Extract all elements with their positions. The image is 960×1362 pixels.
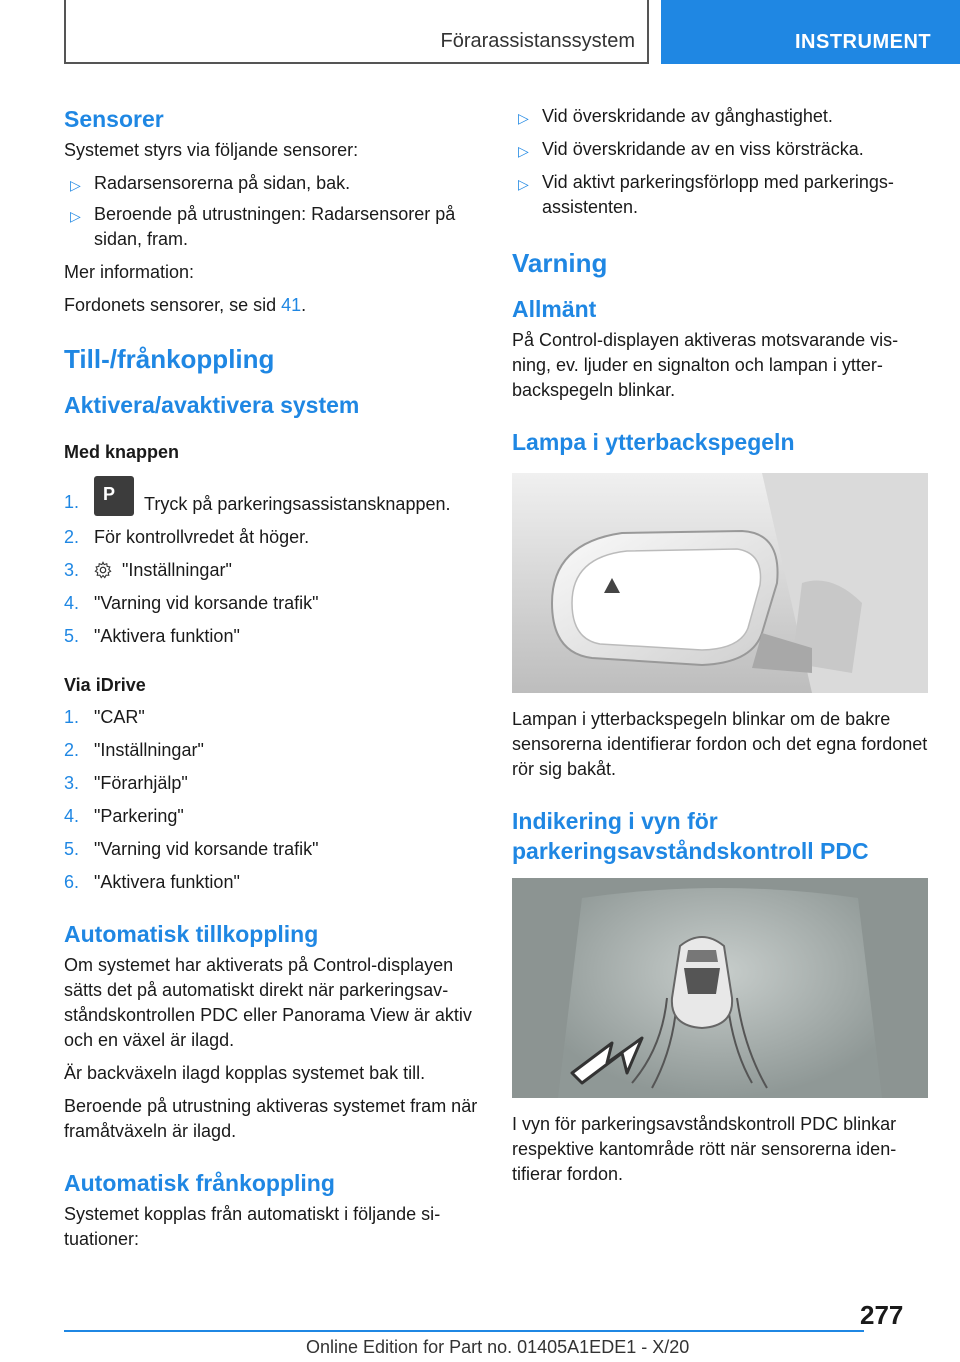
triangle-bullet-icon: ▷ bbox=[70, 208, 81, 224]
step-item: 3. "Förarhjälp" bbox=[64, 773, 188, 793]
mirror-lamp-image bbox=[512, 473, 928, 693]
step-item: 1. P Tryck på parkeringsassistansknappen. bbox=[64, 476, 478, 517]
pdc-illustration bbox=[512, 878, 928, 1098]
heading-lampa-ytterbackspegeln: Lampa i ytterbackspegeln bbox=[512, 429, 795, 455]
step-item: 3. "Inställningar" bbox=[64, 560, 232, 580]
paragraph: På Control-displayen aktiveras motsvarande visning, ev. ljuder en signalton och lampan i ytterbackspegeln blinkar. bbox=[512, 330, 899, 400]
triangle-bullet-icon: ▷ bbox=[518, 143, 529, 159]
triangle-bullet-icon: ▷ bbox=[70, 177, 81, 193]
section-title: Förarassistanssystem bbox=[440, 30, 635, 52]
sensor-reference: Fordonets sensorer, se sid 41. bbox=[64, 295, 307, 315]
triangle-bullet-icon: ▷ bbox=[518, 176, 529, 192]
right-column bbox=[512, 98, 928, 1187]
triangle-bullet-icon: ▷ bbox=[518, 110, 529, 126]
bullet-item: ▷ Beroende på utrustningen: Radarsensorer på sidan, fram. bbox=[70, 204, 456, 249]
chapter-title: INSTRUMENT bbox=[795, 31, 932, 53]
paragraph: Om systemet har aktiverats på Control-displayen sätts det på automatiskt direkt när parkeringsavståndskontrollen PDC eller Panorama View är aktiv och en växel är ilagd. bbox=[64, 955, 472, 1050]
bullet-item: ▷ Vid aktivt parkeringsförlopp med parkeringsassistenten. bbox=[518, 172, 894, 217]
header-section-box bbox=[64, 0, 649, 64]
heading-allmant: Allmänt bbox=[512, 296, 597, 322]
step-item: 5. "Aktivera funktion" bbox=[64, 626, 240, 646]
step-item: 2. "Inställningar" bbox=[64, 740, 204, 760]
heading-varning: Varning bbox=[512, 248, 608, 278]
heading-via-idrive: Via iDrive bbox=[64, 675, 146, 695]
more-info-label: Mer information: bbox=[64, 262, 195, 282]
header-chapter-tab[interactable] bbox=[661, 0, 960, 64]
paragraph: Är backväxeln ilagd kopplas systemet bak till. bbox=[64, 1063, 426, 1083]
heading-indikering-pdc: Indikering i vyn för parkeringsavståndskontroll PDC bbox=[512, 808, 869, 864]
image-caption: Lampan i ytterbackspegeln blinkar om de bakre sensorerna identifierar fordon och det egna fordonet rör sig bakåt. bbox=[512, 709, 928, 779]
step-item: 4. "Varning vid korsande trafik" bbox=[64, 593, 319, 613]
image-caption: I vyn för parkeringsavståndskontroll PDC blinkar respektive kantområde rött när sensorerna identifierar fordon. bbox=[512, 1114, 897, 1184]
mirror-illustration bbox=[512, 473, 928, 693]
paragraph: Systemet kopplas från automatiskt i följande situationer: bbox=[64, 1204, 441, 1249]
step-item: 6. "Aktivera funktion" bbox=[64, 872, 240, 892]
page-link[interactable]: 41 bbox=[281, 295, 302, 315]
bullet-item: ▷ Radarsensorerna på sidan, bak. bbox=[64, 171, 478, 196]
footer-divider bbox=[64, 1330, 864, 1332]
step-item: 4. "Parkering" bbox=[64, 806, 184, 826]
heading-sensorer: Sensorer bbox=[64, 106, 164, 132]
heading-med-knappen: Med knappen bbox=[64, 442, 180, 462]
bullet-item: ▷ Vid överskridande av gånghastighet. bbox=[512, 104, 928, 129]
sensorer-intro: Systemet styrs via följande sensorer: bbox=[64, 140, 359, 160]
page-number: 277 bbox=[860, 1300, 904, 1330]
heading-automatisk-frankoppling: Automatisk frånkoppling bbox=[64, 1170, 335, 1196]
gear-icon bbox=[94, 561, 112, 579]
step-item: 2. För kontrollvredet åt höger. bbox=[64, 527, 310, 547]
step-item: 5. "Varning vid korsande trafik" bbox=[64, 839, 319, 859]
edition-info: Online Edition for Part no. 01405A1EDE1 - X/20 bbox=[306, 1337, 690, 1357]
bullet-item: ▷ Vid överskridande av en viss körsträcka. bbox=[512, 137, 928, 162]
heading-till-frankoppling: Till-/frånkoppling bbox=[64, 344, 275, 374]
heading-aktivera-system: Aktivera/avaktivera system bbox=[64, 392, 360, 418]
left-column bbox=[64, 98, 478, 1252]
parking-assist-button-icon: P bbox=[94, 476, 134, 516]
pdc-view-image bbox=[512, 878, 928, 1098]
heading-automatisk-tillkoppling: Automatisk tillkoppling bbox=[64, 921, 319, 947]
step-item: 1. "CAR" bbox=[64, 707, 145, 727]
paragraph: Beroende på utrustning aktiveras systemet fram när framåtväxeln är ilagd. bbox=[64, 1096, 478, 1141]
